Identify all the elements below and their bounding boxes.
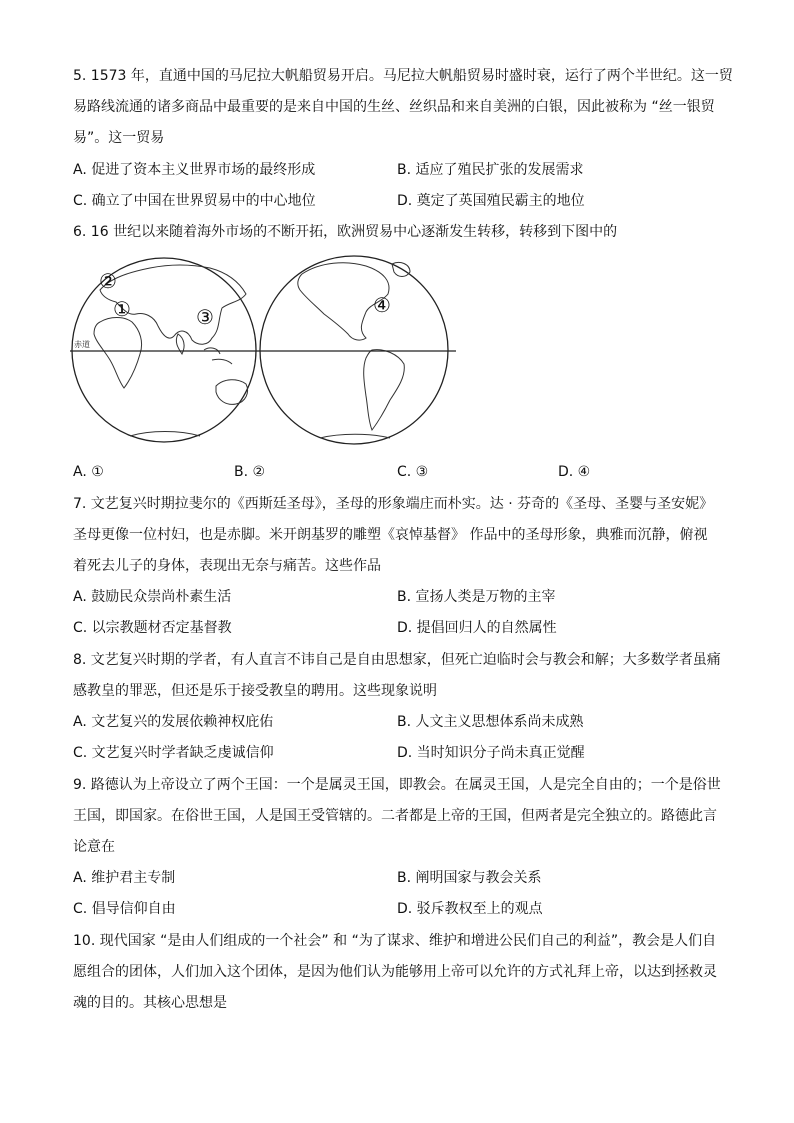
q5-stem-line-3: 易”。这一贸易	[73, 130, 165, 146]
q9-option-a: A. 维护君主专制	[73, 870, 176, 886]
q10-stem-line-3: 魂的目的。其核心思想是	[73, 995, 227, 1011]
world-map-figure	[70, 250, 456, 450]
q9-option-b: B. 阐明国家与教会关系	[397, 870, 542, 886]
marker-2: ②	[99, 269, 117, 293]
q8-option-d: D. 当时知识分子尚未真正觉醒	[397, 745, 585, 761]
q7-option-d: D. 提倡回归人的自然属性	[397, 620, 557, 636]
q5-option-d: D. 奠定了英国殖民霸主的地位	[397, 193, 585, 209]
q6-option-a: A. ①	[73, 464, 104, 480]
q6-stem-line-1: 6. 16 世纪以来随着海外市场的不断开拓，欧洲贸易中心逐渐发生转移，转移到下图中的	[73, 224, 618, 240]
q5-stem-line-1: 5. 1573 年，直通中国的马尼拉大帆船贸易开启。马尼拉大帆船贸易时盛时衰，运行了两个半世纪。这一贸	[73, 68, 733, 84]
q9-option-d: D. 驳斥教权至上的观点	[397, 901, 543, 917]
q7-stem-line-1: 7. 文艺复兴时期拉斐尔的《西斯廷圣母》，圣母的形象端庄而朴实。达 · 芬奇的《圣母、圣婴与圣安妮》	[73, 496, 714, 512]
q9-stem-line-1: 9. 路德认为上帝设立了两个王国：一个是属灵王国，即教会。在属灵王国，人是完全自由的；一个是俗世	[73, 777, 721, 793]
q8-option-b: B. 人文主义思想体系尚未成熟	[397, 714, 584, 730]
q5-option-c: C. 确立了中国在世界贸易中的中心地位	[73, 193, 316, 209]
equator-label: 赤道	[74, 340, 90, 349]
marker-3: ③	[196, 305, 214, 329]
marker-1: ①	[113, 297, 131, 321]
q7-option-a: A. 鼓励民众崇尚朴素生活	[73, 589, 232, 605]
q9-stem-line-2: 王国，即国家。在俗世王国，人是国王受管辖的。二者都是上帝的王国，但两者是完全独立的。路德此言	[73, 808, 717, 824]
q9-option-c: C. 倡导信仰自由	[73, 901, 176, 917]
q5-option-b: B. 适应了殖民扩张的发展需求	[397, 162, 584, 178]
q7-option-b: B. 宣扬人类是万物的主宰	[397, 589, 556, 605]
q6-option-b: B. ②	[234, 464, 266, 480]
q5-stem-line-2: 易路线流通的诸多商品中最重要的是来自中国的生丝、丝织品和来自美洲的白银，因此被称为 “丝一银贸	[73, 99, 715, 115]
q7-stem-line-2: 圣母更像一位村妇，也是赤脚。米开朗基罗的雕塑《哀悼基督》 作品中的圣母形象，典雅而沉静，俯视	[73, 527, 708, 543]
q6-option-c: C. ③	[397, 464, 429, 480]
q8-stem-line-2: 感教皇的罪恶，但还是乐于接受教皇的聘用。这些现象说明	[73, 683, 437, 699]
western-hemisphere	[260, 256, 448, 444]
q6-option-d: D. ④	[558, 464, 591, 480]
q5-option-a: A. 促进了资本主义世界市场的最终形成	[73, 162, 316, 178]
q10-stem-line-2: 愿组合的团体，人们加入这个团体，是因为他们认为能够用上帝可以允许的方式礼拜上帝，以达到拯救灵	[73, 964, 717, 980]
q10-stem-line-1: 10. 现代国家 “是由人们组成的一个社会” 和 “为了谋求、维护和增进公民们自己的利益”，教会是人们自	[73, 933, 717, 949]
q9-stem-line-3: 论意在	[73, 839, 115, 855]
q7-stem-line-3: 着死去儿子的身体，表现出无奈与痛苦。这些作品	[73, 558, 381, 574]
q7-option-c: C. 以宗教题材否定基督教	[73, 620, 232, 636]
q8-option-a: A. 文艺复兴的发展依赖神权庇佑	[73, 714, 274, 730]
marker-4: ④	[373, 293, 391, 317]
q8-option-c: C. 文艺复兴时学者缺乏虔诚信仰	[73, 745, 274, 761]
q8-stem-line-1: 8. 文艺复兴时期的学者，有人直言不讳自己是自由思想家，但死亡迫临时会与教会和解；大多数学者虽痛	[73, 652, 721, 668]
